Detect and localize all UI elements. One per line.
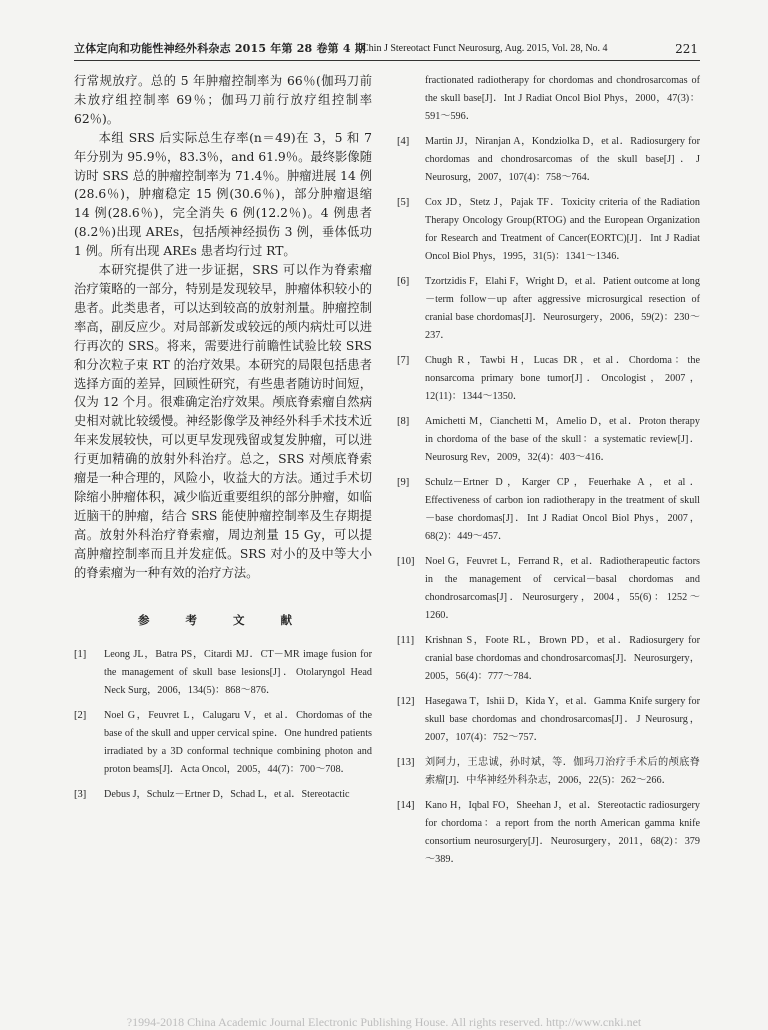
running-header xyxy=(74,40,700,61)
reference-number: [10] xyxy=(397,556,415,567)
body-paragraph: 本研究提供了进一步证据，SRS 可以作为脊索瘤治疗策略的一部分，特别是发现较早，肿瘤体积较小的患者。此类患者，可以达到较高的放射剂量。肿瘤控制率高，副反应少。对局部新发或较远的颅内病灶可以进行再次的 SRS。将来，需要进行前瞻性试验比较 SRS 和分次粒子束 RT 的治疗效果。本研究的局限包括患者选择方面的差异，回顾性研究，有些患者随访时间短，仅为 12 个月。很难确定治疗效果。颅底脊索瘤自然病史相对就比较缓慢。神经影像学及神经外科手术技术近年来发展较快，可以更早发现残留或复发肿瘤，可以进行更加精确的放射外科治疗。总之，SRS 对颅底脊索瘤是一种合理的，风险小，收益大的方法。通过手术切除缩小肿瘤体积，减少临近重要组织的部分肿瘤，如临近脑干的肿瘤，结合 SRS 能使肿瘤控制率及生存期提高。放射外科治疗脊索瘤，周边剂量 15 Gy，可以提高肿瘤控制率而且并发症低。SRS 对小的及中等大小的脊索瘤为一种有效的治疗方法。 xyxy=(74,263,372,580)
reference-text: Schulz－Ertner D，Karger CP，Feuerhake A，et al．Effectiveness of carbon ion radiotherapy in the treatment of skull－base chordomas[J]．Int J Radiat Oncol Biol Phys，2007，68(2)：449～457． xyxy=(425,477,700,542)
reference-text: Cox JD，Stetz J，Pajak TF．Toxicity criteria of the Radiation Therapy Oncology Group(RTOG) and the European Organization for Research and Treatment of Cancer(EORTC)[J]．Int J Radiat Oncol Biol Phys，1995，31(5)：1341～1346． xyxy=(425,197,700,262)
reference-text: Hasegawa T，Ishii D，Kida Y，et al．Gamma Knife surgery for skull base chordomas and chondrosarcomas[J]．J Neurosurg，2007，107(4)：752～757． xyxy=(425,696,700,743)
reference-number: [7] xyxy=(397,355,410,366)
journal-title-cn: 立体定向和功能性神经外科杂志 2015 年第 28 卷第 4 期 xyxy=(74,42,366,55)
reference-item xyxy=(397,693,700,747)
reference-item xyxy=(74,707,372,779)
reference-item xyxy=(74,646,372,700)
body-paragraph: 本组 SRS 后实际总生存率(n＝49)在 3，5 和 7 年分别为 95.9％，83.3％，and 61.9％。最终影像随访时 SRS 总的肿瘤控制率为 71.4％。肿瘤进展 14 例(28.6％)，肿瘤稳定 15 例(30.6％)，部分肿瘤退缩 14 例(28.6％)，完全消失 6 例(12.2％)。4 例患者(8.2％)出现 AREs，包括颅神经损伤 3 例，垂体低功 1 例。所有出现 AREs 患者均行过 RT。 xyxy=(74,130,372,259)
copyright-footer: ?1994-2018 China Academic Journal Electronic Publishing House. All rights reserved. http://www.cnki.net xyxy=(126,1015,642,1029)
reference-text: Debus J，Schulz－Ertner D，Schad L，et al．Stereotactic xyxy=(104,789,350,801)
reference-number: [1] xyxy=(74,649,87,661)
reference-text: Tzortzidis F，Elahi F，Wright D，et al．Patient outcome at long－term follow－up after aggressive microsurgical resection of cranial base chordomas[J]．Neurosurgery，2006，59(2)：230～237． xyxy=(425,276,700,341)
reference-item xyxy=(74,786,372,804)
reference-item xyxy=(397,194,700,266)
reference-item xyxy=(397,273,700,345)
reference-number: [4] xyxy=(397,136,410,147)
reference-text: Chugh R，Tawbi H，Lucas DR，et al．Chordoma：the nonsarcoma primary bone tumor[J]．Oncologist，2007，12(11)：1344～1350． xyxy=(425,355,700,402)
reference-item xyxy=(397,413,700,467)
journal-title-en: Chin J Stereotact Funct Neurosurg, Aug. 2015, Vol. 28, No. 4 xyxy=(362,43,608,54)
right-column xyxy=(397,72,700,876)
reference-number: [8] xyxy=(397,416,410,427)
reference-item xyxy=(397,632,700,686)
reference-number: [2] xyxy=(74,710,87,722)
reference-text: Martin JJ，Niranjan A，Kondziolka D，et al．Radiosurgery for chordomas and chondrosarcomas of the skull base[J]．J Neurosurg，2007，107(4)：758～764． xyxy=(425,136,700,183)
reference-text: fractionated radiotherapy for chordomas and chondrosarcomas of the skull base[J]．Int J Radiat Oncol Biol Phys，2000，47(3)：591～596． xyxy=(425,75,700,122)
reference-number: [9] xyxy=(397,477,410,488)
reference-item xyxy=(397,553,700,625)
reference-text: Leong JL，Batra PS，Citardi MJ．CT－MR image fusion for the management of skull base lesions[J]．Otolaryngol Head Neck Surg，2006，134(5)：868～876． xyxy=(104,649,372,697)
reference-text: Noel G，Feuvret L，Ferrand R，et al．Radiotherapeutic factors in the management of cervical－basal chordomas and chondrosarcomas[J]．Neurosurgery，2004，55(6)：1252～1260． xyxy=(425,556,700,621)
reference-number: [3] xyxy=(74,789,87,801)
reference-item xyxy=(397,133,700,187)
reference-item xyxy=(397,352,700,406)
page-number: 221 xyxy=(675,42,698,56)
reference-text: Krishnan S，Foote RL，Brown PD，et al．Radiosurgery for cranial base chordomas and chondrosarcomas[J]．Neurosurgery，2005，56(4)：777～784． xyxy=(425,635,700,682)
reference-number: [12] xyxy=(397,696,415,707)
reference-item xyxy=(397,754,700,790)
left-column xyxy=(74,72,372,811)
reference-number: [5] xyxy=(397,197,410,208)
reference-text: Noel G，Feuvret L，Calugaru V，et al．Chordomas of the base of the skull and upper cervical spine．One hundred patients irradiated by a 3D conformal technique combining photon and proton beams[J]．Acta Oncol，2005，44(7)：700～708． xyxy=(104,710,372,776)
body-paragraph: 行常规放疗。总的 5 年肿瘤控制率为 66％(伽玛刀前未放疗组控制率 69％；伽玛刀前行放疗组控制率 62％)。 xyxy=(74,74,372,126)
references-heading: 参 考 文 献 xyxy=(137,613,308,628)
reference-text: Amichetti M，Cianchetti M，Amelio D，et al．Proton therapy in chordoma of the base of the skull：a systematic review[J]．Neurosurg Rev，2009，32(4)：403～416． xyxy=(425,416,700,463)
reference-continuation xyxy=(397,72,700,126)
reference-number: [11] xyxy=(397,635,415,646)
reference-number: [14] xyxy=(397,800,415,811)
reference-item xyxy=(397,797,700,869)
reference-text: Kano H，Iqbal FO，Sheehan J，et al．Stereotactic radiosurgery for chordoma：a report from the north American gamma knife consortium neurosurgery[J]．Neurosurgery，2011，68(2)：379～389． xyxy=(425,800,700,865)
reference-item xyxy=(397,474,700,546)
reference-number: [13] xyxy=(397,757,415,768)
reference-number: [6] xyxy=(397,276,410,287)
reference-text: 刘阿力，王忠诚，孙时斌，等．伽玛刀治疗手术后的颅底脊索瘤[J]．中华神经外科杂志，2006，22(5)：262～266． xyxy=(425,757,700,786)
